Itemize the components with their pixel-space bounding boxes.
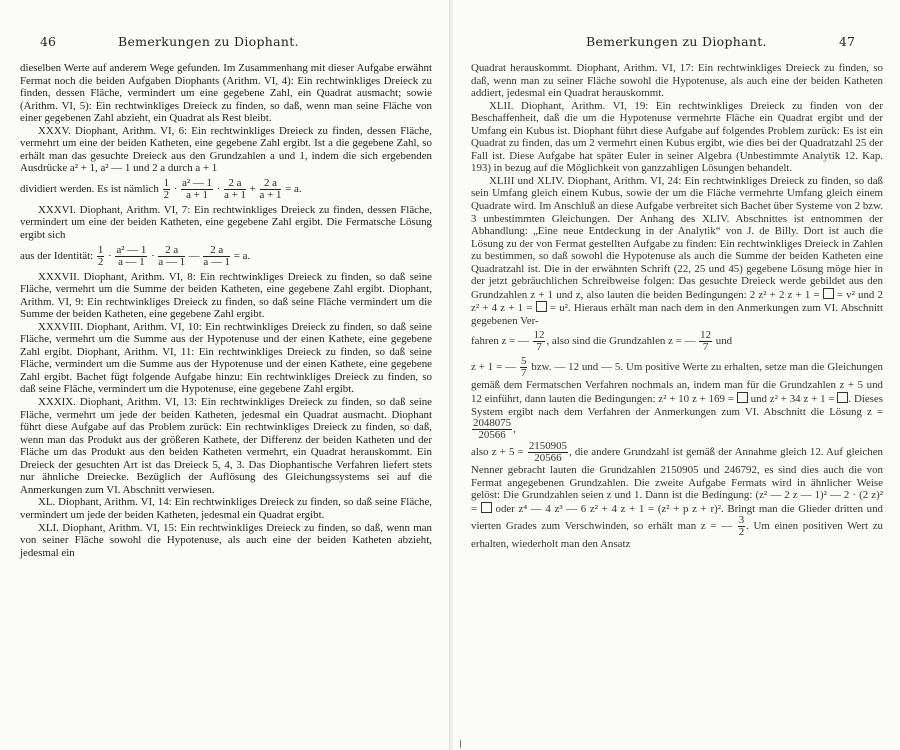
paragraph-xxxvi: XXXVI. Diophant, Arithm. VI, 7: Ein rechtwinkliges Dreieck zu finden, dessen Fläche, vermindert um eine der beiden Katheten, eine gegebene Zahl ergibt. Die Fermatsche Lösung ergibt sich — [20, 203, 432, 242]
paragraph-xl: XL. Diophant, Arithm. VI, 14: Ein rechtwinkliges Dreieck zu finden, so daß seine Fläche, vermindert um jede der beiden Katheten, jedesmal ein Quadrat ergibt. — [20, 496, 432, 521]
paragraph-xli: XLI. Diophant, Arithm. VI, 15: Ein rechtwinkliges Dreieck zu finden, so daß, wenn man von seiner Fläche sowohl die Hypotenuse, als auch eine der beiden Katheten abzieht, jedesmal ein — [20, 521, 432, 559]
paragraph-xliii-xliv: XLIII und XLIV. Diophant, Arithm. VI, 24: Ein rechtwinkliges Dreieck zu finden, so daß sein Umfang gleich einem Kubus, sowie der um die Fläche vermehrte Umfang gleich einem Quadrate wird. Im Anschluß an diese Aufgabe verbreitet sich Bachet über Systeme von 2 bzw. 3 unbestimmten Gleichungen. Der Anhang des XLIV. Abschnittes ist entnommen der Abhandlung: „Eine neue Entdeckung in der Analytik“ von J. de Billy. Dort ist auch die Lösung zu der von Fermat gestellten Aufgabe zu finden: Ein rechtwinkliges Dreieck in Zahlen zu bestimmen, so daß sowohl die Hypotenuse als auch die Summe der beiden Katheten eine Quadratzahl ist. Die in der erwähnten Schrift (22, 25 und 45) gegebene Lösung möge hier in der jetzt gebräuchlichen Schreibweise folgen: Das gesuchte Dreieck werde gebildet aus den Grundzahlen z + 1 und z, also lauten die beiden Bedingungen: 2 z² + 2 z + 1 = = v² und 2 z² + 4 z + 1 = = u². Hieraus erhält man nach dem in den Anmerkungen zum VI. Abschnitt gegebenen Ver- — [471, 174, 883, 327]
paragraph-xxxvii: XXXVII. Diophant, Arithm. VI, 8: Ein rechtwinkliges Dreieck zu finden, so daß seine Fläche, vermehrt um die Summe der beiden Katheten, eine gegebene Zahl ergibt. Diophant, Arithm. VI, 9: Ein rechtwinkliges Dreieck zu finden, so daß seine Fläche vermindert um die Summe der beiden Katheten, eine gegebene Zahl ergibt. — [20, 270, 432, 321]
right-page — [453, 0, 900, 750]
text-column — [20, 62, 432, 559]
paragraph-xxxv: XXXV. Diophant, Arithm. VI, 6: Ein rechtwinkliges Dreieck zu finden, dessen Fläche, vermehrt um eine der beiden Katheten, eine gegebene Zahl ergibt. Ist a die gegebene Zahl, so erhält man das gesuchte Dreieck aus den Grundzahlen a und 1, indem die sich ergebenden Ausdrücke a² + 1, a² — 1 und 2 a durch a + 1 — [20, 124, 432, 175]
paragraph-xxxix: XXXIX. Diophant, Arithm. VI, 13: Ein rechtwinkliges Dreieck zu finden, so daß seine Fläche, vermehrt um jede der beiden Katheten, jedesmal ein Quadrat ausmacht. Diophant führt diese Aufgabe auf das Problem zurück: Ein rechtwinkliges Dreieck zu finden, so daß, wenn man das Produkt aus der größeren Kathete, der Differenz der beiden Katheten und der Fläche um das Produkt aus den beiden Katheten vermehrt, ein Quadrat herauskommt. Ein Dreieck der gesuchten Art ist das Dreieck 5, 4, 3. Das Diophantische Verfahren liefert stets nur ähnliche Dreiecke. Bezüglich der Auflösung des Gleichungssystems sei auf die Anmerkungen zum VI. Abschnitt verwiesen. — [20, 396, 432, 496]
page-number: 46 — [40, 34, 56, 49]
running-header: Bemerkungen zu Diophant. — [118, 34, 299, 49]
scan-mark — [460, 740, 461, 748]
page-number: 47 — [839, 34, 855, 49]
square-symbol — [536, 301, 547, 312]
paragraph-continued: z + 1 = — $\frac{5}{7}$ bzw. — 12 und — 5. Um positive Werte zu erhalten, setze man die Gleichungen gemäß dem Fermatschen Verfahren nochmals an, indem man für die Grundzahlen z + 5 und 12 einführt, dann lauten die Bedingungen: z² + 10 z + 169 = und z² + 34 z + 1 = . Dieses System ergibt nach dem Verfahren der Anmerkungen zum VI. Abschnitt die Lösung z = $\frac{2048075}{20566}$ , — [471, 355, 883, 442]
paragraph: dieselben Werte auf anderem Wege gefunden. Im Zusammenhang mit dieser Aufgabe erwähnt Fermat noch die beiden Aufgaben Diophants (Arithm. VI, 4): Ein rechtwinkliges Dreieck zu finden, dessen Fläche, vermindert um eine gegebene Zahl, ein Quadrat ausmacht; sowie (Arithm. VI, 5): Ein rechtwinkliges Dreieck zu finden, so daß, wenn man seine Fläche von einer gegebenen Zahl abzieht, ein Quadrat als Rest bleibt. — [20, 62, 432, 125]
equation-2: aus der Identität: $\frac{1}{2}$ · $\frac{\text{a² — 1}}{a — 1}$ · $\frac{2 a}{a — 1}$ — $\frac{2 a}{a — 1}$ = a. — [20, 243, 251, 268]
paragraph-continued-2: also z + 5 = $\frac{2150905}{20566}$ , die andere Grundzahl ist gemäß der Annahme gleich 12. Auf gleichen Nenner gebracht lauten die Grundzahlen 2150905 und 246792, es sind dies auch die von Fermat angegebenen Grundzahlen. Die zweite Aufgabe Fermats wird in ähnlicher Weise gelöst: Die Grundzahlen seien z und 1. Dann ist die Bedingung: (z² — 2 z — 1)² — 2 · (2 z)² = oder z⁴ — 4 z³ — 6 z² + 4 z + 1 = (z² + p z + r)². Bringt man die Glieder dritten und vierten Grades zum Verschwinden, so erhält man z = — $\frac{3}{2}$ . Um einen positiven Wert zu erhalten, wiederholt man den Ansatz — [471, 440, 884, 551]
running-header: Bemerkungen zu Diophant. — [586, 34, 767, 49]
equation-fahren: fahren z = — $\frac{12}{7}$ , also sind die Grundzahlen z = — $\frac{12}{7}$ und — [471, 329, 733, 354]
square-symbol — [481, 502, 492, 513]
text-column — [471, 62, 883, 551]
square-symbol — [837, 392, 848, 403]
square-symbol — [823, 288, 834, 299]
square-symbol — [737, 392, 748, 403]
paragraph-xxxviii: XXXVIII. Diophant, Arithm. VI, 10: Ein rechtwinkliges Dreieck zu finden, so daß seine Fläche, vermehrt um die Summe aus der Hypotenuse und der einen Kathete, eine gegebene Zahl ergibt. Diophant, Arithm. VI, 11: Ein rechtwinkliges Dreieck zu finden, so daß seine Fläche, vermindert um die Summe aus der Hypotenuse und der einen Kathete, eine gegebene Zahl ergibt. Bachet fügt folgende Aufgabe hinzu: Ein rechtwinkliges Dreieck zu finden, so daß seine Fläche, vermindert um die Hypotenuse, eine gegebene Zahl ergibt. — [20, 320, 432, 396]
paragraph-xlii: XLII. Diophant, Arithm. VI, 19: Ein rechtwinkliges Dreieck zu finden von der Beschaffenheit, daß die um die Hypotenuse vermehrte Fläche ein Quadrat ergibt und der Umfang ein Kubus ist. Diophant führt diese Aufgabe auf folgendes Problem zurück: Es ist ein Quadrat zu finden, das um 2 vermehrt einen Kubus ergibt, wie dies bei der Quadratzahl 25 der Fall ist. Diese Aufgabe hat später Euler in seiner Algebra (Unbestimmte Analytik 12. Kap. 193) in bezug auf die Möglichkeit von ganzzahligen Lösungen behandelt. — [471, 99, 883, 175]
equation-1: dividiert werden. Es ist nämlich $\frac{1}{2}$ · $\frac{\text{a² — 1}}{a + 1}$ · $\frac{2 a}{a + 1}$ + $\frac{2 a}{a + 1}$ = a. — [20, 176, 302, 201]
paragraph: Quadrat herauskommt. Diophant, Arithm. VI, 17: Ein rechtwinkliges Dreieck zu finden, so daß, wenn man zu seiner Fläche sowohl die Hypotenuse, als auch eine der beiden Katheten addiert, jedesmal ein Quadrat herauskommt. — [471, 62, 883, 100]
